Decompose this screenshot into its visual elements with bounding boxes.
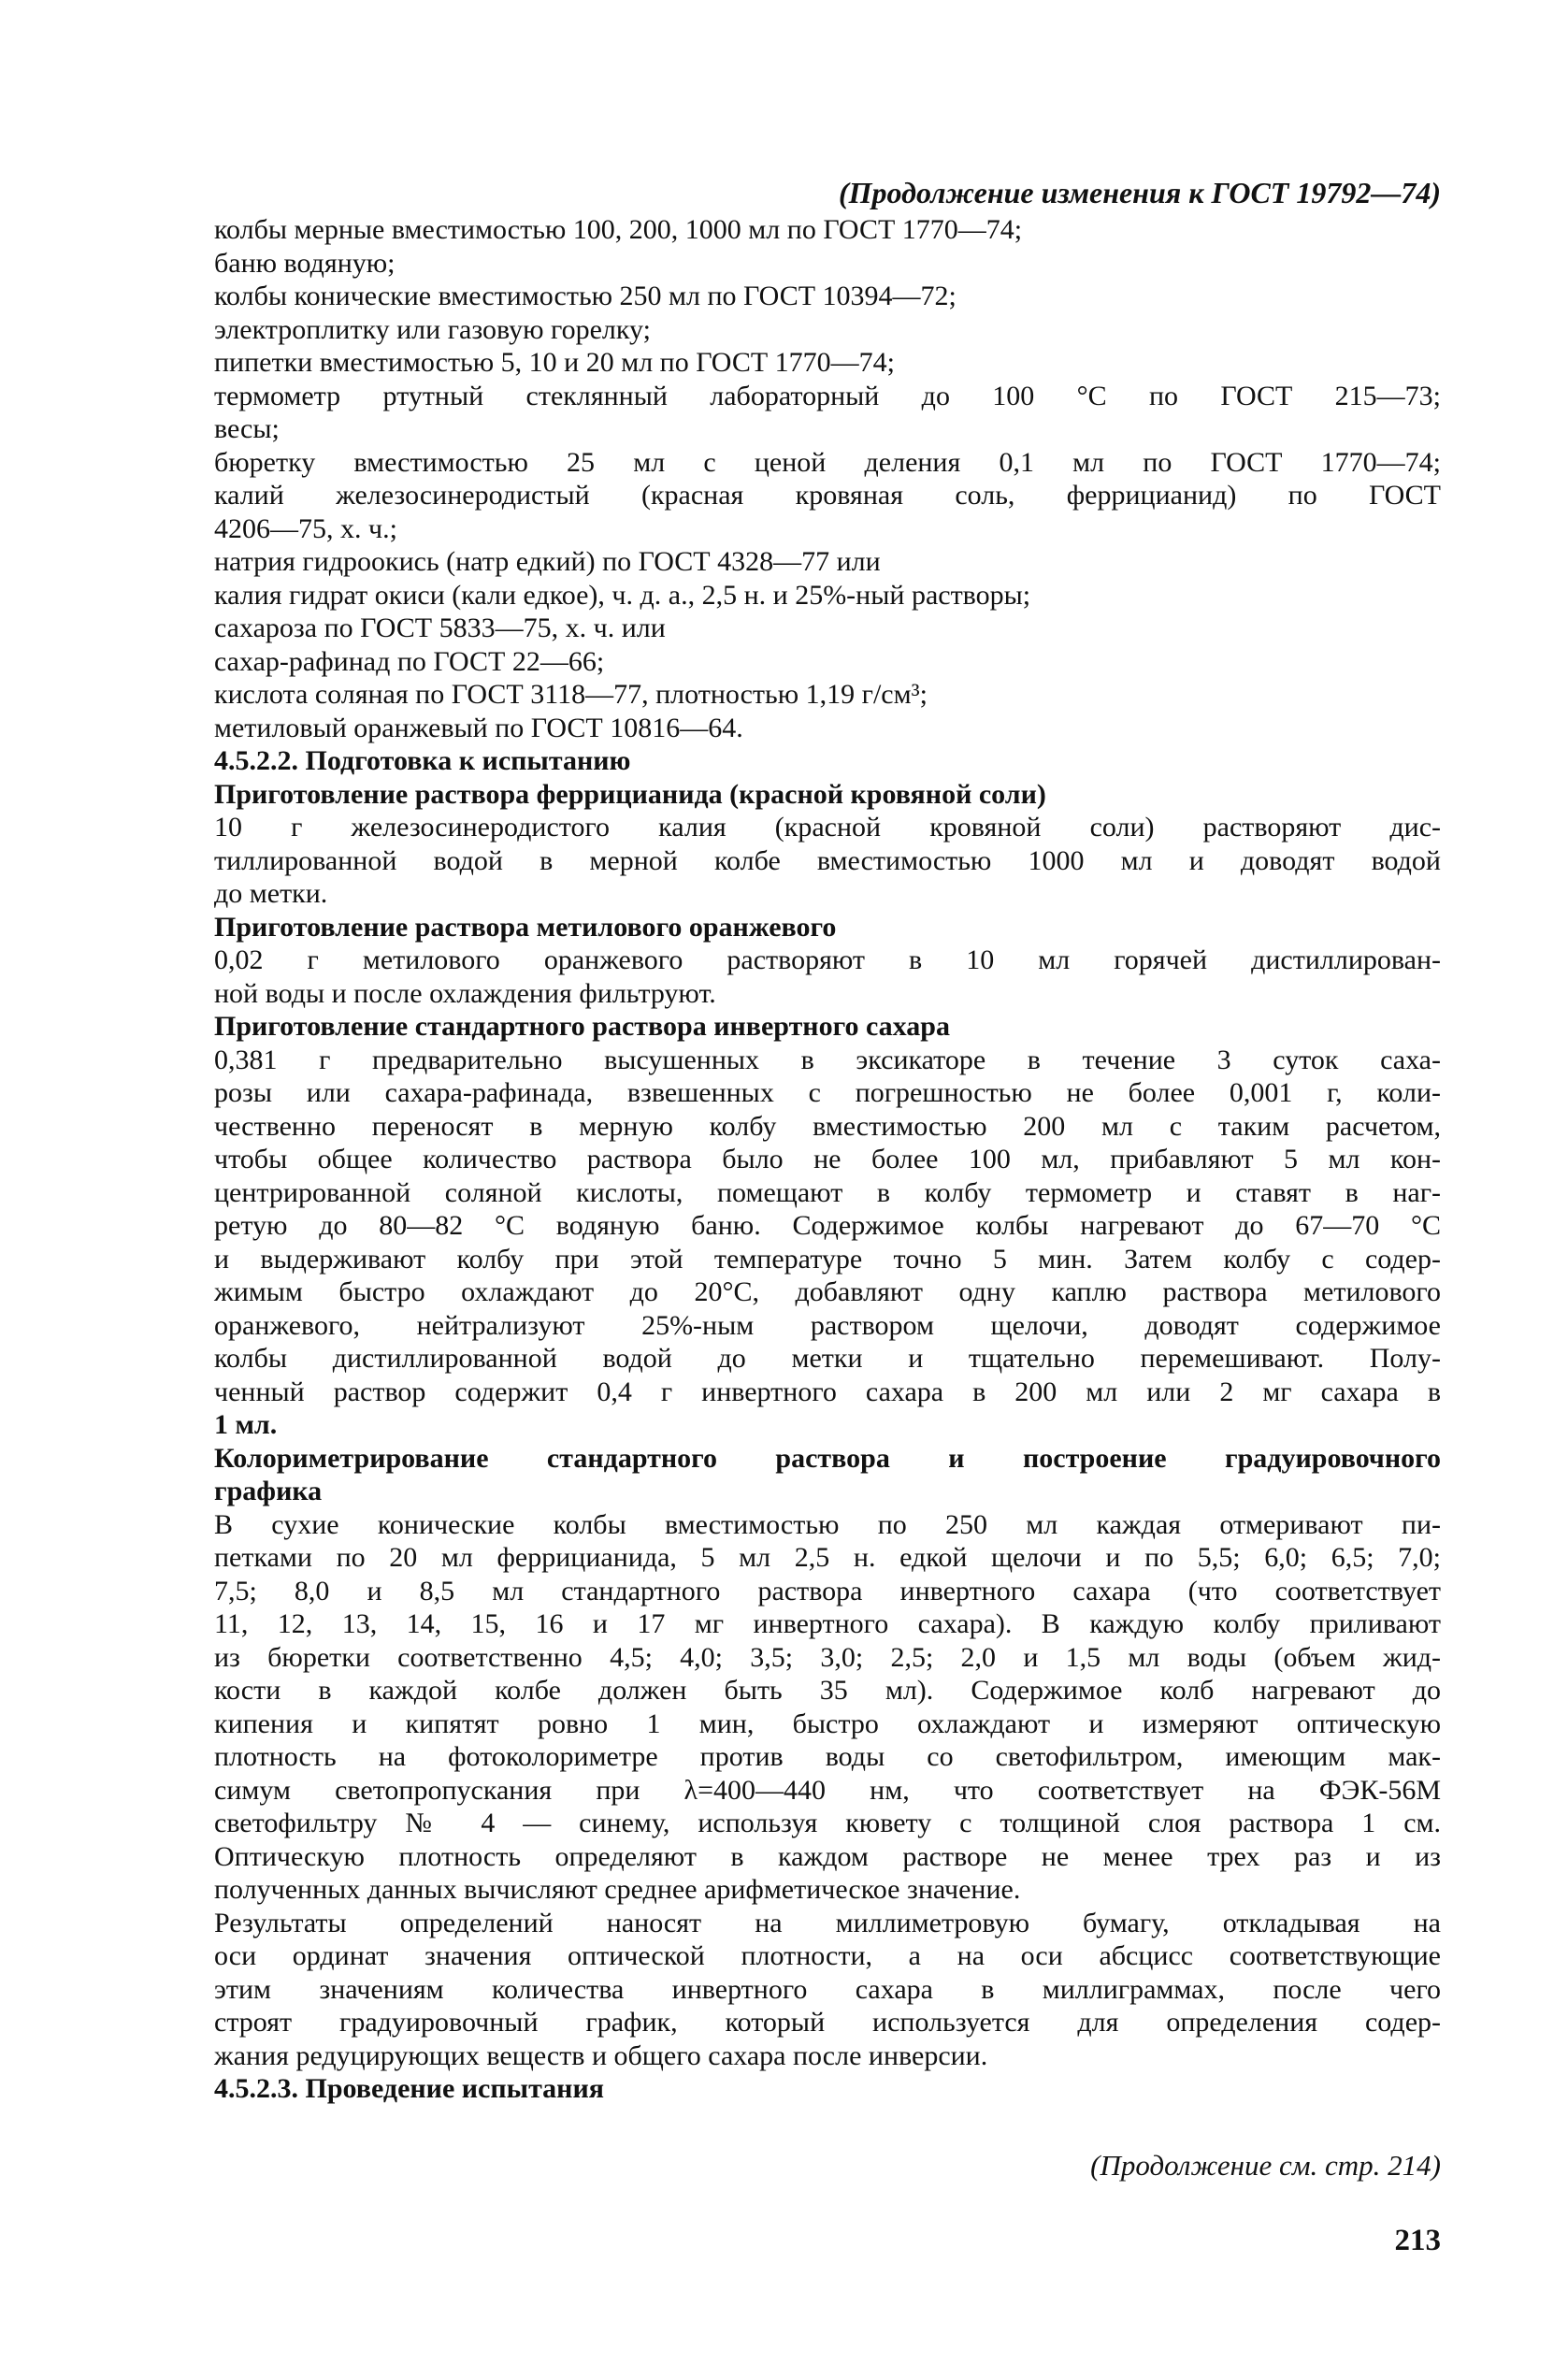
text-line: кислота соляная по ГОСТ 3118—77, плотностью 1,19 г/см³; [214, 679, 928, 710]
text-line: до метки. [214, 878, 328, 909]
text-line: строят градуировочный график, который используется для определения содер- [214, 2007, 1441, 2038]
text-line: бюретку вместимостью 25 мл с ценой деления 0,1 мл по ГОСТ 1770—74; [214, 446, 1441, 478]
text-line: 10 г железосинеродистого калия (красной кровяной соли) растворяют дис- [214, 812, 1441, 843]
section-heading-line: графика [214, 1476, 323, 1506]
section-heading-line: 4.5.2.3. Проведение испытания [214, 2073, 604, 2104]
text-line: светофильтру № 4 — синему, используя кювету с толщиной слоя раствора 1 см. [214, 1808, 1441, 1838]
text-line: из бюретки соответственно 4,5; 4,0; 3,5; 3,0; 2,5; 2,0 и 1,5 мл воды (объем жид- [214, 1641, 1441, 1673]
text-line: оранжевого, нейтрализуют 25%-ным раствором щелочи, доводят содержимое [214, 1309, 1441, 1341]
text-line: 11, 12, 13, 14, 15, 16 и 17 мг инвертного сахара). В каждую колбу приливают [214, 1608, 1441, 1639]
text-line: весы; [214, 413, 280, 444]
text-line: ретую до 80—82 °С водяную баню. Содержимое колбы нагревают до 67—70 °С [214, 1210, 1441, 1241]
text-line: 4206—75, х. ч.; [214, 512, 397, 544]
page-number: 213 [1394, 2224, 1441, 2257]
text-line: сахар-рафинад по ГОСТ 22—66; [214, 645, 605, 677]
text-line: термометр ртутный стеклянный лабораторный до 100 °С по ГОСТ 215—73; [214, 380, 1441, 411]
text-line: симум светопропускания при λ=400—440 нм, что соответствует на ФЭК-56М [214, 1774, 1441, 1806]
text-line: плотность на фотоколориметре против воды со светофильтром, имеющим мак- [214, 1741, 1441, 1772]
text-line: жимым быстро охлаждают до 20°С, добавляют одну каплю раствора метилового [214, 1276, 1441, 1307]
text-line: этим значениям количества инвертного сахара в миллиграммах, после чего [214, 1973, 1441, 2005]
text-line: натрия гидроокись (натр едкий) по ГОСТ 4328—77 или [214, 546, 881, 577]
text-line: В сухие конические колбы вместимостью по 250 мл каждая отмеривают пи- [214, 1508, 1441, 1540]
text-line: чественно переносят в мерную колбу вместимостью 200 мл с таким расчетом, [214, 1110, 1441, 1142]
section-heading-line: Приготовление стандартного раствора инвертного сахара [214, 1011, 950, 1042]
text-line: ной воды и после охлаждения фильтруют. [214, 977, 716, 1009]
section-heading-line: 1 мл. [214, 1409, 278, 1440]
text-line: электроплитку или газовую горелку; [214, 313, 651, 345]
section-heading-line: Приготовление раствора метилового оранжевого [214, 911, 837, 943]
text-line: 0,381 г предварительно высушенных в эксикаторе в течение 3 суток саха- [214, 1044, 1441, 1075]
running-header: (Продолжение изменения к ГОСТ 19792—74) [838, 176, 1441, 209]
text-line: кости в каждой колбе должен быть 35 мл). Содержимое колб нагревают до [214, 1675, 1441, 1706]
continuation-note: (Продолжение см. стр. 214) [1090, 2149, 1441, 2182]
text-line: калия гидрат окиси (кали едкое), ч. д. а., 2,5 н. и 25%-ный растворы; [214, 579, 1031, 611]
text-line: оси ординат значения оптической плотности, а на оси абсцисс соответствующие [214, 1940, 1441, 1971]
text-line: метиловый оранжевый по ГОСТ 10816—64. [214, 712, 743, 743]
text-line: 0,02 г метилового оранжевого растворяют в 10 мл горячей дистиллирован- [214, 944, 1441, 975]
text-line: колбы дистиллированной водой до метки и тщательно перемешивают. Полу- [214, 1343, 1441, 1374]
text-line: полученных данных вычисляют среднее арифметическое значение. [214, 1874, 1021, 1905]
text-line: Результаты определений наносят на миллиметровую бумагу, откладывая на [214, 1907, 1441, 1938]
section-heading-line: 4.5.2.2. Подготовка к испытанию [214, 745, 631, 776]
text-line: розы или сахара-рафинада, взвешенных с погрешностью не более 0,001 г, коли- [214, 1077, 1441, 1108]
text-line: сахароза по ГОСТ 5833—75, х. ч. или [214, 612, 666, 643]
text-line: тиллированной водой в мерной колбе вместимостью 1000 мл и доводят водой [214, 844, 1441, 876]
text-line: центрированной соляной кислоты, помещают в колбу термометр и ставят в наг- [214, 1176, 1441, 1208]
section-heading-line: Колориметрирование стандартного раствора и построение градуировочного [214, 1442, 1441, 1474]
text-line: петками по 20 мл феррицианида, 5 мл 2,5 н. едкой щелочи и по 5,5; 6,0; 6,5; 7,0; [214, 1542, 1441, 1573]
text-line: и выдерживают колбу при этой температуре точно 5 мин. Затем колбу с содер- [214, 1243, 1441, 1275]
text-line: пипетки вместимостью 5, 10 и 20 мл по ГОСТ 1770—74; [214, 347, 896, 378]
text-line: колбы мерные вместимостью 100, 200, 1000 мл по ГОСТ 1770—74; [214, 214, 1023, 245]
text-line: колбы конические вместимостью 250 мл по ГОСТ 10394—72; [214, 281, 957, 311]
text-line: кипения и кипятят ровно 1 мин, быстро охлаждают и измеряют оптическую [214, 1707, 1441, 1739]
text-line: 7,5; 8,0 и 8,5 мл стандартного раствора инвертного сахара (что соответствует [214, 1575, 1441, 1607]
text-line: ченный раствор содержит 0,4 г инвертного сахара в 200 мл или 2 мг сахара в [214, 1376, 1441, 1407]
text-line: жания редуцирующих веществ и общего сахара после инверсии. [214, 2039, 988, 2071]
text-line: баню водяную; [214, 247, 396, 279]
text-line: Оптическую плотность определяют в каждом растворе не менее трех раз и из [214, 1840, 1441, 1872]
section-heading-line: Приготовление раствора феррицианида (красной кровяной соли) [214, 778, 1046, 810]
text-line: калий железосинеродистый (красная кровяная соль, феррицианид) по ГОСТ [214, 480, 1441, 511]
text-line: чтобы общее количество раствора было не более 100 мл, прибавляют 5 мл кон- [214, 1144, 1441, 1174]
